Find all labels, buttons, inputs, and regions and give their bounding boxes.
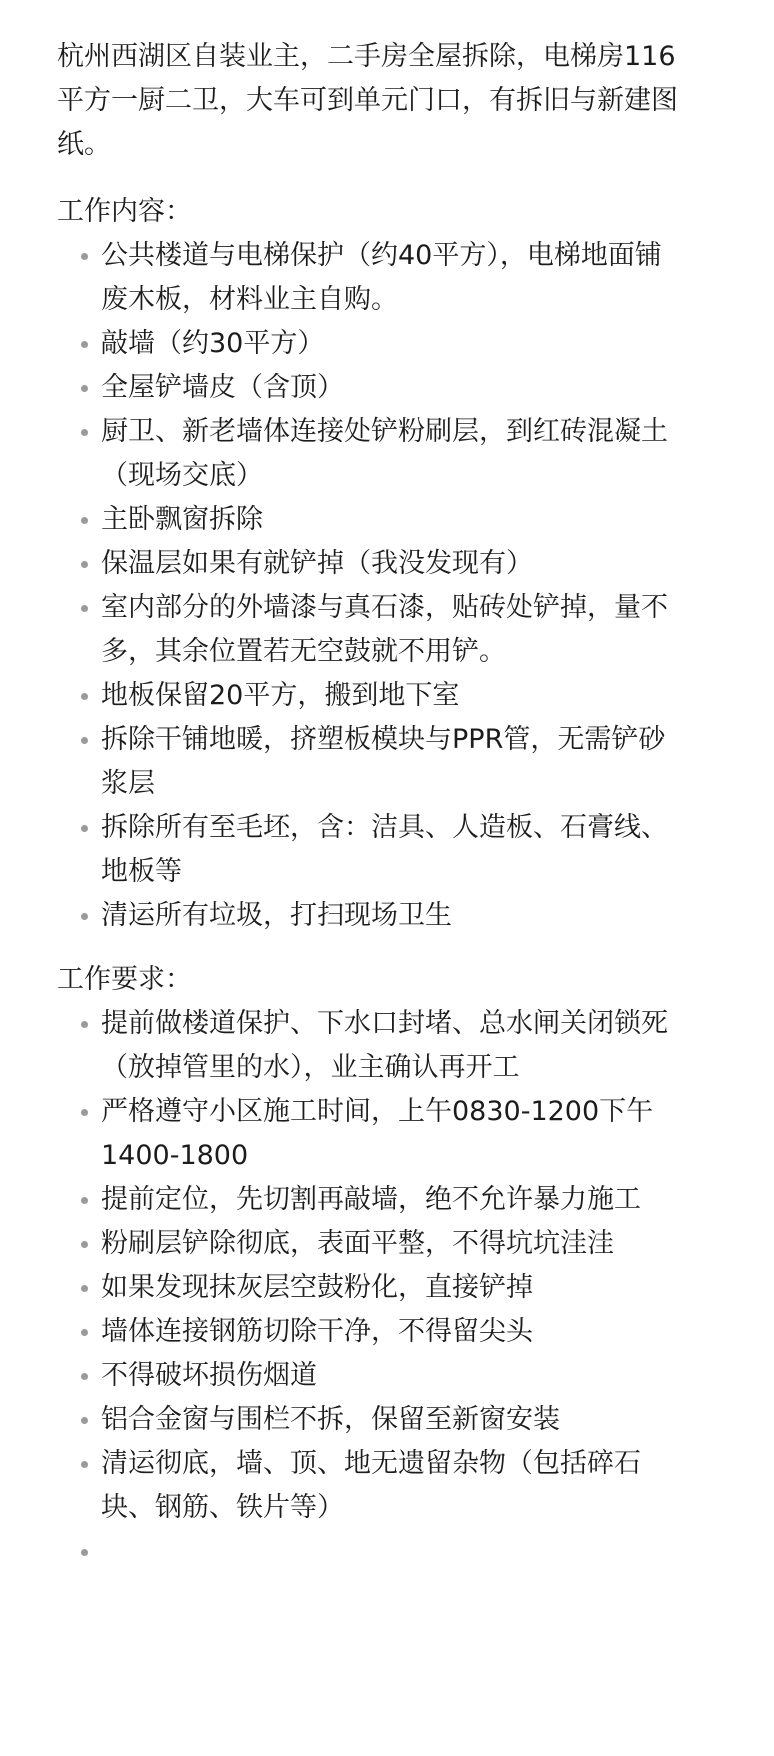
list-item-text: 保温层如果有就铲掉（我没发现有）: [101, 548, 533, 579]
list-item: [0, 586, 761, 674]
list-item-text: 墙体连接钢筋切除干净，不得留尖头: [101, 1316, 533, 1347]
work-content-heading: 工作内容：: [57, 196, 192, 227]
list-item: [0, 1002, 761, 1090]
list-item: [0, 1178, 761, 1222]
bullet-icon: [81, 1461, 88, 1468]
bullet-icon: [81, 825, 88, 832]
bullet-icon: [81, 1549, 88, 1556]
list-item: [0, 1266, 761, 1310]
list-item: [0, 234, 761, 322]
list-item: [0, 1398, 761, 1442]
bullet-icon: [81, 1373, 88, 1380]
intro-line: 纸。: [57, 129, 111, 160]
list-item-text: 拆除干铺地暖，挤塑板模块与PPR管，无需铲砂: [101, 724, 666, 755]
list-item-text: 提前做楼道保护、下水口封堵、总水闸关闭锁死: [101, 1008, 668, 1039]
list-item-text: （现场交底）: [101, 460, 263, 491]
bullet-icon: [81, 1285, 88, 1292]
list-item-text: 铝合金窗与围栏不拆，保留至新窗安装: [101, 1404, 560, 1435]
list-item-text: 主卧飘窗拆除: [101, 504, 263, 535]
list-item: [0, 1222, 761, 1266]
list-item-empty: [0, 1530, 761, 1574]
bullet-icon: [81, 517, 88, 524]
list-item: [0, 542, 761, 586]
list-item: [0, 1354, 761, 1398]
list-item-text: 地板保留20平方，搬到地下室: [101, 680, 460, 711]
list-item: [0, 498, 761, 542]
bullet-icon: [81, 1417, 88, 1424]
list-item-text: 拆除所有至毛坯，含：洁具、人造板、石膏线、: [101, 812, 668, 843]
list-item-text: 提前定位，先切割再敲墙，绝不允许暴力施工: [101, 1184, 641, 1215]
list-item: [0, 366, 761, 410]
list-item-text: （放掉管里的水），业主确认再开工: [101, 1052, 520, 1083]
list-item-text: 多，其余位置若无空鼓就不用铲。: [101, 636, 506, 667]
bullet-icon: [81, 1021, 88, 1028]
bullet-icon: [81, 1109, 88, 1116]
bullet-icon: [81, 913, 88, 920]
bullet-icon: [81, 1329, 88, 1336]
list-item-text: 敲墙（约30平方）: [101, 328, 325, 359]
list-item: [0, 718, 761, 806]
list-item-text: 地板等: [101, 856, 182, 887]
list-item-text: 如果发现抹灰层空鼓粉化，直接铲掉: [101, 1272, 533, 1303]
work-requirements-list: [0, 1002, 774, 1574]
list-item: [0, 1442, 761, 1530]
list-item-text: 浆层: [101, 768, 155, 799]
list-item-text: 清运所有垃圾，打扫现场卫生: [101, 900, 452, 931]
work-content-list: [0, 234, 774, 938]
bullet-icon: [81, 1241, 88, 1248]
list-item-text: 废木板，材料业主自购。: [101, 284, 398, 315]
bullet-icon: [81, 1197, 88, 1204]
work-requirements-heading: 工作要求：: [57, 964, 192, 995]
list-item-text: 公共楼道与电梯保护（约40平方），电梯地面铺: [101, 240, 662, 271]
bullet-icon: [81, 737, 88, 744]
list-item: [0, 806, 761, 894]
list-item-text: 块、钢筋、铁片等）: [101, 1492, 344, 1523]
bullet-icon: [81, 693, 88, 700]
list-item: [0, 1090, 761, 1178]
intro-line: 杭州西湖区自装业主，二手房全屋拆除，电梯房116: [57, 41, 676, 72]
list-item: [0, 322, 761, 366]
intro-paragraph: [57, 35, 757, 167]
list-item-text: 不得破坏损伤烟道: [101, 1360, 317, 1391]
list-item: [0, 894, 761, 938]
intro-line: 平方一厨二卫，大车可到单元门口，有拆旧与新建图: [57, 85, 678, 116]
bullet-icon: [81, 429, 88, 436]
bullet-icon: [81, 341, 88, 348]
list-item-text: 清运彻底，墙、顶、地无遗留杂物（包括碎石: [101, 1448, 641, 1479]
list-item-text: 室内部分的外墙漆与真石漆，贴砖处铲掉，量不: [101, 592, 668, 623]
list-item-text: 严格遵守小区施工时间，上午0830-1200下午: [101, 1096, 654, 1127]
list-item: [0, 1310, 761, 1354]
list-item-text: 1400-1800: [101, 1140, 249, 1171]
list-item: [0, 674, 761, 718]
bullet-icon: [81, 561, 88, 568]
bullet-icon: [81, 253, 88, 260]
list-item-text: 全屋铲墙皮（含顶）: [101, 372, 344, 403]
list-item-text: 粉刷层铲除彻底，表面平整，不得坑坑洼洼: [101, 1228, 614, 1259]
list-item: [0, 410, 761, 498]
bullet-icon: [81, 605, 88, 612]
bullet-icon: [81, 385, 88, 392]
list-item-text: 厨卫、新老墙体连接处铲粉刷层，到红砖混凝土: [101, 416, 668, 447]
